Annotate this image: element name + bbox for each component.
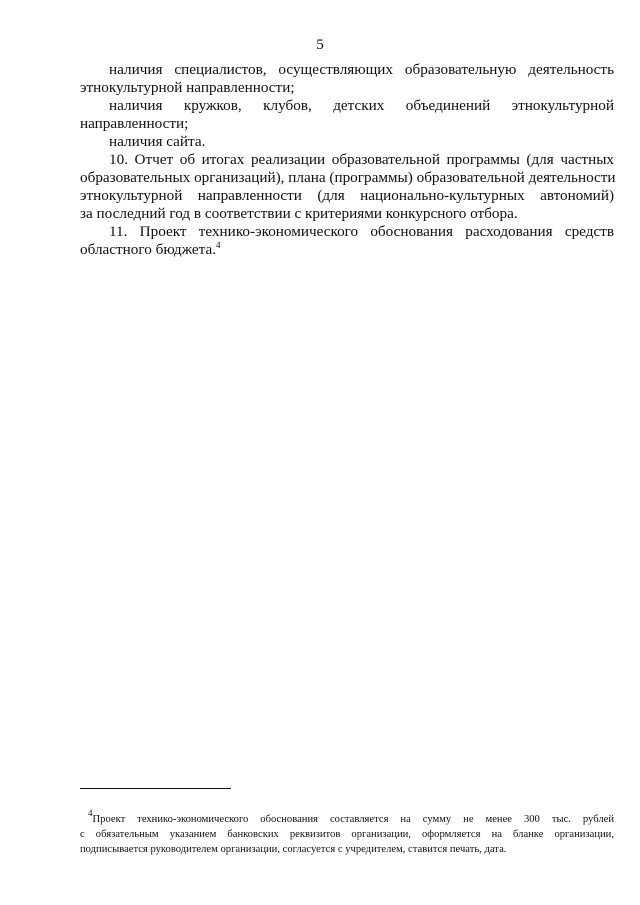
footnote-reference: 4 [216,240,221,250]
item-10-line-4: за последний год в соответствии с критериями конкурсного отбора. [80,205,518,222]
footnote-line-1 [88,808,614,827]
item-10-line-2: образовательных организаций), плана (программы) образовательной деятельности [80,169,616,186]
footnote-text-1: Проект технико-экономического обоснования составляется на сумму не менее 300 тыс. рублей [92,814,614,825]
item-10-line-3: этнокультурной направленности (для национально-культурных автономий) [80,187,614,204]
item-10-line-1: 10. Отчет об итогах реализации образовательной программы (для частных [109,151,614,168]
list-item-clubs: наличия кружков, клубов, детских объединений этнокультурной [109,97,614,114]
page-number: 5 [316,36,324,53]
item-11-line-2 [80,241,221,259]
item-11-text: областного бюджета. [80,241,217,258]
list-item-website: наличия сайта. [109,133,206,150]
footnote-marker: 4 [88,808,93,818]
footnote-separator [80,788,231,789]
list-item-clubs-cont: направленности; [80,115,189,132]
list-item-specialists: наличия специалистов, осуществляющих образовательную деятельность [109,61,614,78]
item-11-line-1: 11. Проект технико-экономического обоснования расходования средств [109,223,614,240]
footnote-line-3: подписывается руководителем организации, согласуется с учредителем, ставится печать, дата. [80,844,507,855]
footnote-line-2: с обязательным указанием банковских реквизитов организации, оформляется на бланке организации, [80,829,614,840]
list-item-specialists-cont: этнокультурной направленности; [80,79,295,96]
